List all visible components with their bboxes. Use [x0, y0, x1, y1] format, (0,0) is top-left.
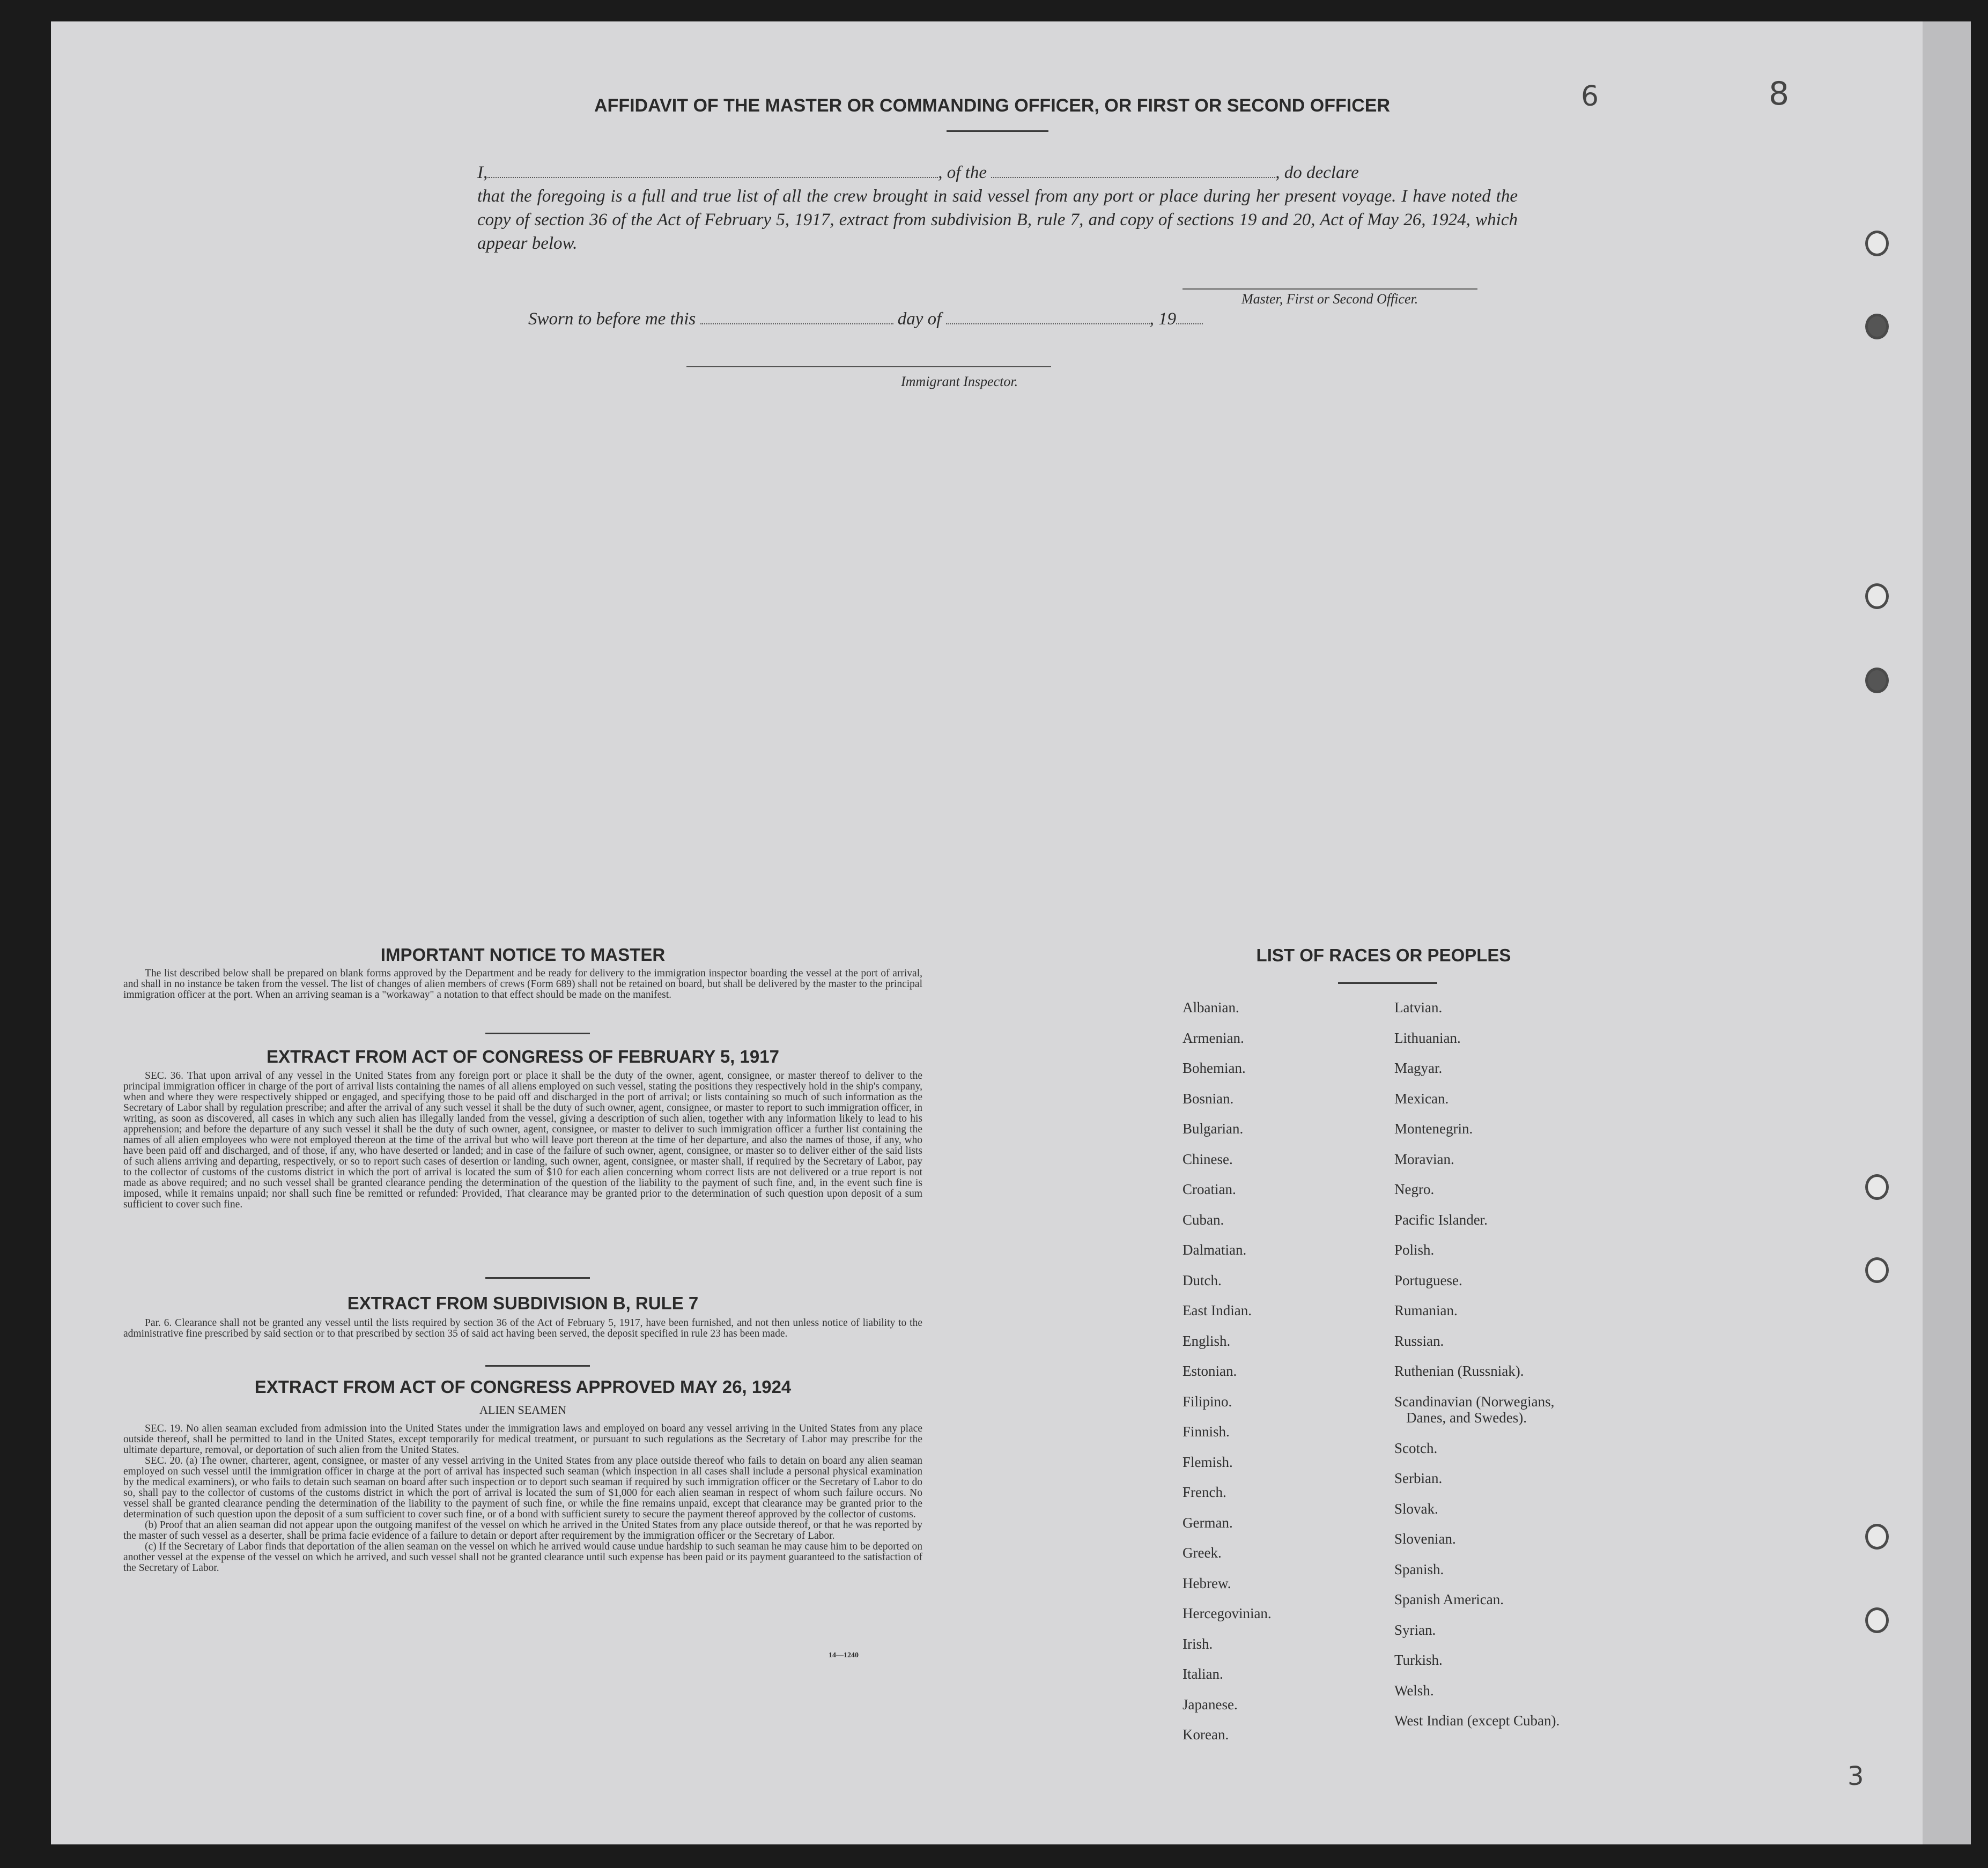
race-item: West Indian (except Cuban).	[1394, 1713, 1560, 1729]
race-item: Irish.	[1183, 1635, 1213, 1652]
extract-1924-subtitle: ALIEN SEAMEN	[479, 1403, 566, 1417]
section-divider	[485, 1033, 590, 1034]
master-signature-label: Master, First or Second Officer.	[1241, 291, 1418, 307]
extract-rule7-title: EXTRACT FROM SUBDIVISION B, RULE 7	[347, 1293, 699, 1313]
race-item: French.	[1183, 1484, 1226, 1500]
page-edge-strip	[1923, 21, 1971, 1844]
race-item: Spanish.	[1394, 1561, 1444, 1577]
race-item: Hercegovinian.	[1183, 1605, 1272, 1621]
extract-1917-title: EXTRACT FROM ACT OF CONGRESS OF FEBRUARY 5, 1917	[267, 1047, 779, 1066]
name-blank	[487, 177, 938, 178]
race-item: Negro.	[1394, 1181, 1435, 1197]
master-signature-line	[1183, 288, 1477, 290]
race-item: Filipino.	[1183, 1393, 1232, 1410]
race-item: Magyar.	[1394, 1060, 1443, 1076]
form-number: 14—1240	[829, 1651, 859, 1659]
punch-hole-icon	[1865, 231, 1889, 256]
day-blank	[700, 323, 893, 324]
affidavit-line-1: I, , of the , do declare	[477, 163, 1359, 182]
race-item: Pacific Islander.	[1394, 1211, 1488, 1228]
punch-hole-icon	[1865, 583, 1889, 609]
race-item: Bulgarian.	[1183, 1121, 1244, 1137]
race-item: Mexican.	[1394, 1090, 1449, 1107]
race-item: Danes, and Swedes).	[1406, 1410, 1527, 1426]
race-item: Flemish.	[1183, 1454, 1233, 1470]
inspector-signature-label: Immigrant Inspector.	[901, 374, 1018, 389]
race-item: Armenian.	[1183, 1029, 1244, 1046]
year-blank	[1176, 323, 1203, 324]
race-item: Russian.	[1394, 1332, 1444, 1349]
race-item: Bohemian.	[1183, 1060, 1246, 1076]
race-item: Latvian.	[1394, 999, 1443, 1015]
race-item: Chinese.	[1183, 1151, 1233, 1167]
sworn-line: Sworn to before me this day of , 19	[528, 307, 1306, 331]
race-item: East Indian.	[1183, 1302, 1252, 1318]
vessel-blank	[991, 177, 1275, 178]
race-item: Cuban.	[1183, 1211, 1224, 1228]
section-divider	[485, 1277, 590, 1279]
race-item: Italian.	[1183, 1666, 1223, 1682]
race-item: German.	[1183, 1514, 1233, 1531]
races-title: LIST OF RACES OR PEOPLES	[1256, 945, 1511, 965]
race-item: Portuguese.	[1394, 1272, 1462, 1288]
punch-hole-icon	[1865, 1174, 1889, 1200]
month-blank	[946, 323, 1150, 324]
affidavit-body	[477, 161, 1518, 255]
race-item: Bosnian.	[1183, 1090, 1234, 1107]
race-item: Syrian.	[1394, 1621, 1436, 1638]
races-divider	[1338, 982, 1437, 984]
race-item: Korean.	[1183, 1726, 1229, 1743]
notice-title: IMPORTANT NOTICE TO MASTER	[380, 945, 666, 965]
race-item: Moravian.	[1394, 1151, 1454, 1167]
extract-1917-body: SEC. 36. That upon arrival of any vessel in the United States from any foreign port or place it shall be the duty of the owner, agent, consignee, or master thereof to deliver to the principal immigration officer in charge of the port of arrival lists containing the names of all aliens employed on such vessel, stating the positions they respectively hold in the ship's company, when and where they were respectively shipped or engaged, and specifying those to be paid off and discharged in the port of arrival; or lists containing so much of such information as the Secretary of Labor shall by regulation prescribe; and after the arrival of any such vessel it shall be the duty of such owner, agent, consignee, or master to report to such immigration officer, in writing, as soon as discovered, all cases in which any such alien has illegally landed from the vessel, giving a description of such alien, together with any information likely to lead to his apprehension; and before the departure of any such vessel it shall be the duty of such owner, agent, consignee, or master to deliver to such immigration officer a further list containing the names of all alien employees who were not employed thereon at the time of the arrival but who will leave port thereon at the time of her departure, and also the names of those, if any, who have been paid off and discharged, and of those, if any, who have deserted or landed; and in case of the failure of such owner, agent, consignee, or master so to deliver either of the said lists of such aliens arriving and departing, respectively, or so to report such cases of desertion or landing, such owner, agent, consignee, or master shall, if required by the Secretary of Labor, pay to the collector of customs of the customs district in which the port of arrival is located the sum of $10 for each alien concerning whom correct lists are not delivered or a true report is not made as above required; and no such vessel shall be granted clearance pending the determination of the question of the liability to the payment of such fine, and, in the event such fine is imposed, while it remains unpaid; nor shall such fine be remitted or refunded: Provided, That clearance may be granted prior to the determination of such question upon deposit of a sum sufficient to cover such fine.	[123, 1070, 922, 1210]
punch-hole-icon	[1865, 314, 1889, 339]
races-right-column	[1394, 992, 1560, 1736]
race-item: Scotch.	[1394, 1440, 1438, 1456]
race-item: Slovak.	[1394, 1500, 1438, 1517]
race-item: Hebrew.	[1183, 1575, 1231, 1591]
race-item: Lithuanian.	[1394, 1029, 1461, 1046]
race-item: Croatian.	[1183, 1181, 1236, 1197]
race-item: Rumanian.	[1394, 1302, 1458, 1318]
title-divider	[947, 130, 1048, 132]
punch-hole-icon	[1865, 1524, 1889, 1550]
race-item: Dutch.	[1183, 1272, 1222, 1288]
race-item: English.	[1183, 1332, 1231, 1349]
race-item: Japanese.	[1183, 1696, 1238, 1713]
race-item: Greek.	[1183, 1545, 1222, 1561]
sec-20c: (c) If the Secretary of Labor finds that deportation of the alien seaman on the vessel on which he arrived would cause undue hardship to such seaman he may cause him to be deported on another vessel at the expense of the vessel on which he arrived, and such vessel shall not be granted clearance until such expense has been paid or its payment guaranteed to the satisfaction of the Secretary of Labor.	[123, 1541, 922, 1574]
sec-19: SEC. 19. No alien seaman excluded from admission into the United States under the immigration laws and employed on board any vessel arriving in the United States from any place outside thereof, shall be permitted to land in the United States, except temporarily for medical treatment, or pursuant to such regulations as the Secretary of Labor may prescribe for the ultimate departure, removal, or deportation of such alien from the United States.	[123, 1423, 922, 1456]
affidavit-text: that the foregoing is a full and true list of all the crew brought in said vessel from any port or place during her present voyage. I have noted the copy of section 36 of the Act of February 5, 1917, extract from subdivision B, rule 7, and copy of sections 19 and 20, Act of May 26, 1924, which appear below.	[477, 187, 1518, 253]
extract-rule7-body: Par. 6. Clearance shall not be granted any vessel until the lists required by section 36 of the Act of February 5, 1917, have been furnished, and not then unless notice of liability to the administrative fine prescribed by said section or to that prescribed by section 35 of said act having been served, the deposit specified in rule 23 has been made.	[123, 1317, 922, 1339]
race-item: Dalmatian.	[1183, 1242, 1247, 1258]
race-item: Serbian.	[1394, 1470, 1443, 1486]
sec-20b: (b) Proof that an alien seaman did not appear upon the outgoing manifest of the vessel on which he arrived in the United States from any place outside thereof, or that he was reported by the master of such vessel as a deserter, shall be prima facie evidence of a failure to detain or deport after requirement by the immigration officer or the Secretary of Labor.	[123, 1519, 922, 1541]
punch-hole-icon	[1865, 1607, 1889, 1633]
inspector-signature-line	[686, 366, 1051, 367]
race-item: Estonian.	[1183, 1363, 1237, 1379]
race-item: Polish.	[1394, 1242, 1435, 1258]
race-item: Ruthenian (Russniak).	[1394, 1363, 1524, 1379]
notice-body: The list described below shall be prepared on blank forms approved by the Department and be ready for delivery to the immigration inspector boarding the vessel at the port of arrival, and shall in no instance be taken from the vessel. The list of changes of alien members of crews (Form 689) shall not be retained on board, but shall be delivered by the master to the principal immigration officer at the port. When an arriving seaman is a "workaway" a notation to that effect should be made on the manifest.	[123, 968, 922, 1000]
extract-1924-title: EXTRACT FROM ACT OF CONGRESS APPROVED MAY 26, 1924	[254, 1377, 792, 1397]
extract-1924-body	[123, 1424, 922, 1574]
race-item: Turkish.	[1394, 1652, 1443, 1668]
race-item: Finnish.	[1183, 1424, 1230, 1440]
punch-hole-icon	[1865, 1257, 1889, 1283]
race-item: Montenegrin.	[1394, 1121, 1473, 1137]
race-item: Albanian.	[1183, 999, 1239, 1015]
section-divider	[485, 1365, 590, 1367]
margin-mark: 6	[1581, 80, 1599, 113]
sec-20a: SEC. 20. (a) The owner, charterer, agent, consignee, or master of any vessel arriving in the United States from any place outside thereof who fails to detain on board any alien seaman employed on such vessel until the immigration officer in charge at the port of arrival has inspected such seaman (which inspection in all cases shall include a personal physical examination by the medical examiners), or who fails to detain such seaman on board after such inspection or to deport such seaman if required by such immigration officer or the Secretary of Labor to do so, shall pay to the collector of customs of the customs district in which the port of arrival is located the sum of $1,000 for each alien seaman in respect of whom such failure occurs. No vessel shall be granted clearance pending the determination of the liability to the payment of such fine, or while the fine remains unpaid, except that clearance may be granted prior to the determination of such question upon the deposit of a sum sufficient to cover such fine, or of a bond with sufficient surety to secure the payment thereof approved by the collector of customs.	[123, 1455, 922, 1520]
margin-mark: 3	[1847, 1761, 1864, 1791]
race-item: Spanish American.	[1394, 1591, 1504, 1607]
races-left-column	[1183, 992, 1272, 1750]
race-item: Welsh.	[1394, 1682, 1434, 1699]
margin-mark: 8	[1769, 75, 1790, 113]
race-item: Scandinavian (Norwegians,	[1394, 1393, 1555, 1410]
punch-hole-icon	[1865, 668, 1889, 693]
race-item: Slovenian.	[1394, 1531, 1456, 1547]
affidavit-title: AFFIDAVIT OF THE MASTER OR COMMANDING OFFICER, OR FIRST OR SECOND OFFICER	[594, 95, 1390, 116]
